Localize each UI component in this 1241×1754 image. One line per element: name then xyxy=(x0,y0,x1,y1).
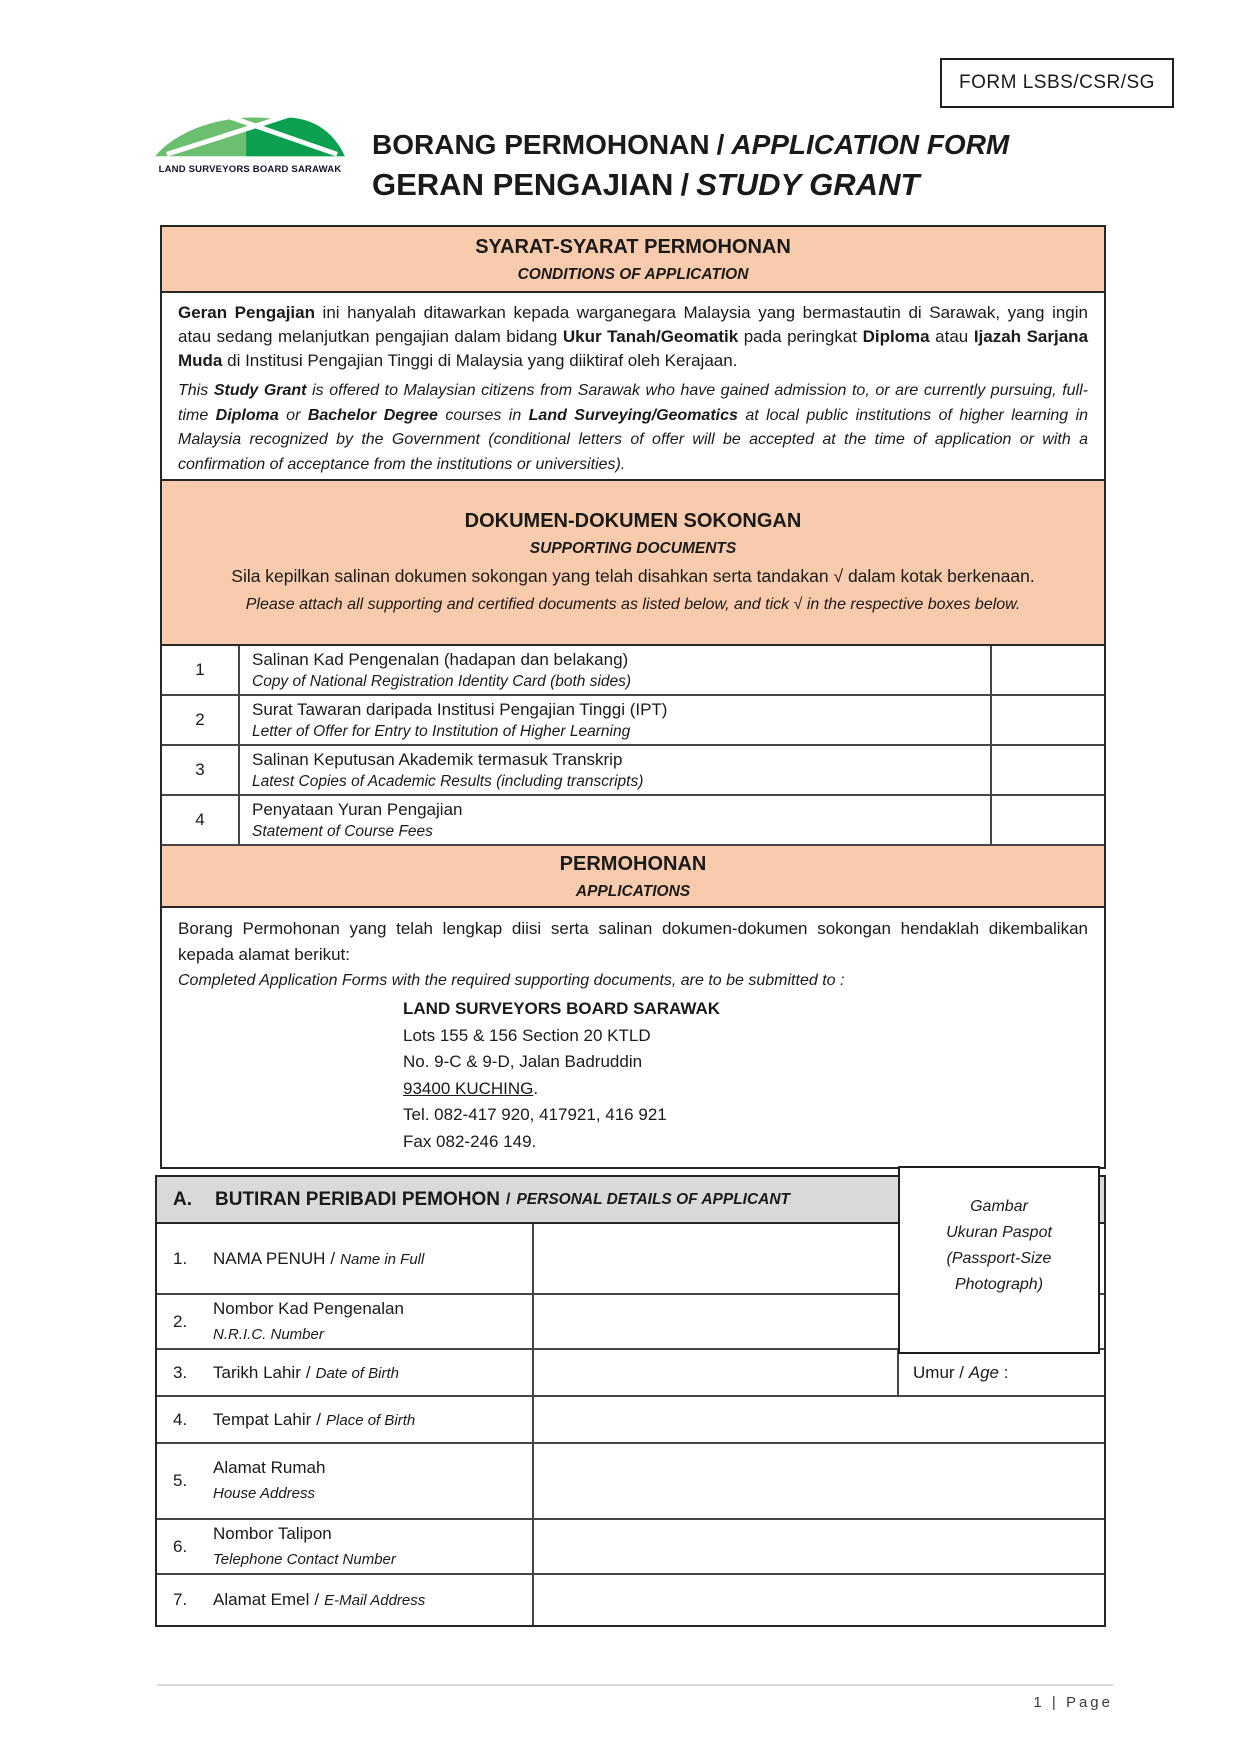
lsbs-logo xyxy=(150,102,350,175)
row-email xyxy=(157,1575,1104,1625)
row-7-number: 7. xyxy=(173,1590,188,1609)
page-title xyxy=(372,126,1009,206)
row-1-label-english: Name in Full xyxy=(340,1250,425,1268)
row-4-number: 4. xyxy=(173,1409,188,1429)
document-row-2-malay: Surat Tawaran daripada Institusi Pengajian Tinggi (IPT) xyxy=(252,699,668,719)
row-4-label-text xyxy=(213,1410,415,1430)
document-row-4-english: Statement of Course Fees xyxy=(252,822,433,840)
applications-title-english: APPLICATIONS xyxy=(575,882,691,900)
tick-box-2[interactable] xyxy=(992,696,1104,744)
row-date-of-birth xyxy=(157,1350,1104,1397)
address-line-2: No. 9-C & 9-D, Jalan Badruddin xyxy=(403,1052,643,1071)
title1-malay: BORANG PERMOHONAN xyxy=(372,129,710,160)
row-3-label xyxy=(157,1350,534,1395)
form-code-box xyxy=(940,58,1174,108)
applications-body xyxy=(162,908,1104,1167)
document-row-4 xyxy=(162,796,1104,846)
title2-separator: / xyxy=(680,167,690,202)
row-2-number: 2. xyxy=(173,1311,188,1331)
conditions-header xyxy=(162,227,1104,293)
telephone-input-cell[interactable] xyxy=(534,1520,1104,1573)
row-3-label-separator: / xyxy=(305,1362,311,1382)
row-house-address xyxy=(157,1444,1104,1520)
row-7-label xyxy=(157,1575,534,1625)
photo-box-line-3: (Passport-Size xyxy=(946,1250,1052,1267)
house-address-input-cell[interactable] xyxy=(534,1444,1104,1518)
document-row-2-description xyxy=(240,696,992,744)
documents-title-english: SUPPORTING DOCUMENTS xyxy=(529,540,737,557)
row-1-label-text xyxy=(213,1249,424,1269)
section-a-letter: A. xyxy=(173,1188,192,1210)
document-row-3-malay: Salinan Keputusan Akademik termasuk Transkrip xyxy=(252,749,623,769)
section-a-title-english: PERSONAL DETAILS OF APPLICANT xyxy=(516,1190,791,1208)
email-input-cell[interactable] xyxy=(534,1575,1104,1625)
passport-photo-box[interactable] xyxy=(898,1166,1100,1354)
tick-box-3[interactable] xyxy=(992,746,1104,794)
document-row-4-malay: Penyataan Yuran Pengajian xyxy=(252,799,463,819)
document-row-1-number: 1 xyxy=(162,646,240,694)
photo-box-line-1: Gambar xyxy=(970,1198,1028,1215)
form-code-label: FORM LSBS/CSR/SG xyxy=(959,72,1155,93)
row-6-number: 6. xyxy=(173,1536,188,1556)
document-row-1 xyxy=(162,646,1104,696)
conditions-paragraph-english: This Study Grant is offered to Malaysian citizens from Sarawak who have gained admission to, or are currently pursuing, full-time Diploma or Bachelor Degree courses in Land Surveying/Geomatics at local public institutions of higher learning in Malaysia recognized by the Government (conditional letters of offer will be accepted at the time of application or with a confirmation of acceptance from the institutions or universities). xyxy=(178,382,1089,473)
photo-box-line-2: Ukuran Paspot xyxy=(946,1224,1052,1241)
document-row-1-description xyxy=(240,646,992,694)
row-5-label-english: House Address xyxy=(213,1485,315,1502)
section-a-title-malay: BUTIRAN PERIBADI PEMOHON xyxy=(215,1188,501,1210)
row-1-label-malay: NAMA PENUH xyxy=(213,1248,326,1268)
title1-separator: / xyxy=(716,129,725,160)
row-6-label xyxy=(157,1520,534,1573)
applications-header xyxy=(162,846,1104,908)
tick-box-4[interactable] xyxy=(992,796,1104,844)
document-row-3-english: Latest Copies of Academic Results (including transcripts) xyxy=(252,772,644,790)
applications-text-english: Completed Application Forms with the required supporting documents, are to be submitted to : xyxy=(178,972,845,989)
applications-title-malay: PERMOHONAN xyxy=(559,852,707,875)
row-place-of-birth xyxy=(157,1397,1104,1444)
documents-title-malay: DOKUMEN-DOKUMEN SOKONGAN xyxy=(464,510,802,532)
lsbs-logo-graphic xyxy=(152,102,348,162)
row-4-label-separator: / xyxy=(316,1409,322,1429)
row-5-number: 5. xyxy=(173,1471,188,1490)
address-fax: Fax 082-246 149. xyxy=(403,1131,537,1151)
row-5-label-text xyxy=(213,1455,325,1507)
row-3-number: 3. xyxy=(173,1362,188,1382)
document-row-3 xyxy=(162,746,1104,796)
documents-note-english: Please attach all supporting and certified documents as listed below, and tick √ in the respective boxes below. xyxy=(245,596,1021,613)
document-row-1-malay: Salinan Kad Pengenalan (hadapan dan belakang) xyxy=(252,649,629,669)
page-title-line2 xyxy=(372,164,1009,206)
conditions-paragraph-malay: Geran Pengajian ini hanyalah ditawarkan kepada warganegara Malaysia yang bermastautin di Sarawak, yang ingin atau sedang melanjutkan pengajian dalam bidang Ukur Tanah/Geomatik pada peringkat Diploma atau Ijazah Sarjana Muda di Institusi Pengajian Tinggi di Malaysia yang diiktiraf oleh Kerajaan. xyxy=(178,303,1089,370)
address-line-3: 93400 KUCHING. xyxy=(403,1078,539,1098)
row-4-label-english: Place of Birth xyxy=(326,1411,416,1429)
place-of-birth-input-cell[interactable] xyxy=(534,1397,1104,1442)
title1-english: APPLICATION FORM xyxy=(731,129,1010,160)
row-7-label-malay: Alamat Emel xyxy=(213,1590,310,1609)
row-7-label-text xyxy=(213,1590,425,1610)
row-4-label-malay: Tempat Lahir xyxy=(213,1409,312,1429)
row-7-label-english: E-Mail Address xyxy=(324,1592,426,1609)
tick-box-1[interactable] xyxy=(992,646,1104,694)
address-telephone: Tel. 082-417 920, 417921, 416 921 xyxy=(403,1105,667,1124)
date-of-birth-input-cell[interactable] xyxy=(534,1350,899,1395)
row-3-label-text xyxy=(213,1363,399,1383)
row-3-label-malay: Tarikh Lahir xyxy=(213,1362,301,1382)
document-row-2-english: Letter of Offer for Entry to Institution of Higher Learning xyxy=(252,722,631,740)
document-row-4-description xyxy=(240,796,992,844)
document-row-3-description xyxy=(240,746,992,794)
row-5-label xyxy=(157,1444,534,1518)
document-row-4-number: 4 xyxy=(162,796,240,844)
conditions-title-malay: SYARAT-SYARAT PERMOHONAN xyxy=(475,235,791,258)
address-org-name: LAND SURVEYORS BOARD SARAWAK xyxy=(403,999,721,1018)
row-2-label xyxy=(157,1295,534,1348)
row-telephone xyxy=(157,1520,1104,1575)
row-1-number: 1. xyxy=(173,1248,188,1268)
row-2-label-malay: Nombor Kad Pengenalan xyxy=(213,1298,404,1318)
row-6-label-malay: Nombor Talipon xyxy=(213,1523,332,1543)
row-2-label-text xyxy=(213,1296,404,1348)
row-5-label-malay: Alamat Rumah xyxy=(213,1458,326,1477)
row-6-label-english: Telephone Contact Number xyxy=(213,1550,396,1568)
photo-box-line-4: Photograph) xyxy=(954,1276,1044,1293)
page-title-line1 xyxy=(372,126,1009,164)
conditions-title-english: CONDITIONS OF APPLICATION xyxy=(517,265,749,283)
title2-english: STUDY GRANT xyxy=(696,167,920,202)
documents-note-malay: Sila kepilkan salinan dokumen sokongan yang telah disahkan serta tandakan √ dalam kotak berkenaan. xyxy=(231,566,1035,586)
section-a-separator: / xyxy=(506,1190,511,1208)
logo-caption: LAND SURVEYORS BOARD SARAWAK xyxy=(158,164,342,175)
row-7-label-separator: / xyxy=(314,1590,320,1609)
age-label: Umur / Age : xyxy=(913,1362,1009,1382)
footer-divider xyxy=(157,1684,1113,1686)
conditions-and-documents-box xyxy=(160,225,1106,1169)
conditions-body xyxy=(162,293,1104,481)
row-4-label xyxy=(157,1397,534,1442)
title2-malay: GERAN PENGAJIAN xyxy=(372,167,674,202)
page-number: 1 | Page xyxy=(1033,1694,1113,1711)
supporting-documents-header xyxy=(162,481,1104,646)
address-line-1: Lots 155 & 156 Section 20 KTLD xyxy=(403,1025,651,1045)
row-1-label xyxy=(157,1224,534,1293)
submission-address xyxy=(178,996,1088,1155)
age-cell[interactable] xyxy=(899,1350,1104,1395)
row-6-label-text xyxy=(213,1521,396,1573)
document-row-1-english: Copy of National Registration Identity Card (both sides) xyxy=(252,672,632,690)
row-3-label-english: Date of Birth xyxy=(315,1364,399,1382)
row-1-label-separator: / xyxy=(330,1248,336,1268)
applications-text-malay: Borang Permohonan yang telah lengkap diisi serta salinan dokumen-dokumen sokongan hendaklah dikembalikan kepada alamat berikut: xyxy=(178,919,1088,964)
document-row-2-number: 2 xyxy=(162,696,240,744)
document-row-2 xyxy=(162,696,1104,746)
row-2-label-english: N.R.I.C. Number xyxy=(213,1325,324,1343)
document-row-3-number: 3 xyxy=(162,746,240,794)
